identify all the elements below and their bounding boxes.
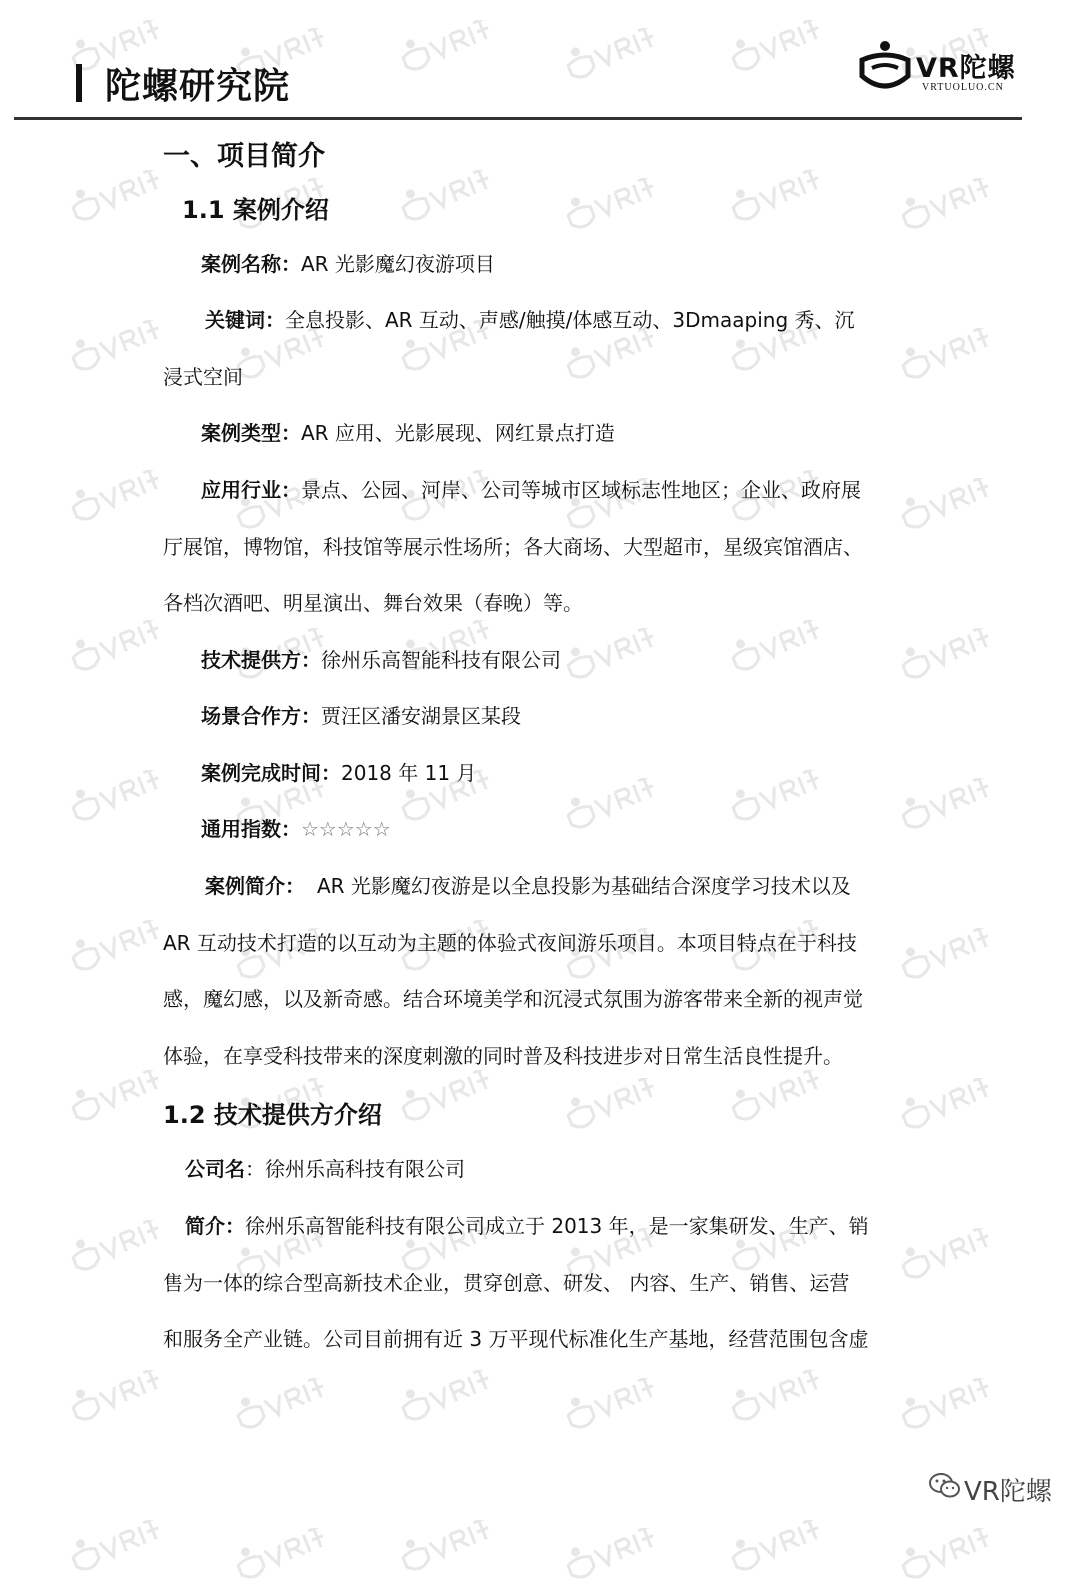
partner-label: 场景合作方： bbox=[201, 704, 321, 728]
partner-row bbox=[201, 701, 521, 731]
general-index-row bbox=[201, 814, 391, 844]
watermark-logo-icon bbox=[900, 1078, 996, 1130]
header-title: 陀螺研究院 bbox=[105, 66, 291, 107]
brand-name: VR陀螺 bbox=[916, 53, 1016, 84]
company-intro-line-1: 徐州乐高智能科技有限公司成立于 2013 年，是一家集研发、生产、销 bbox=[245, 1214, 869, 1238]
summary-label: 案例简介： bbox=[205, 874, 305, 898]
watermark-logo-icon bbox=[400, 1070, 496, 1122]
keywords-continued: 浸式空间 bbox=[163, 365, 243, 389]
watermark-logo-icon bbox=[730, 770, 826, 822]
case-name-label: 案例名称： bbox=[201, 252, 301, 276]
watermark-logo-icon bbox=[400, 1520, 496, 1572]
watermark-logo-icon bbox=[730, 620, 826, 672]
case-name-row bbox=[201, 249, 495, 279]
watermark-logo-icon bbox=[70, 1370, 166, 1422]
page-header bbox=[0, 0, 1080, 125]
provider-row bbox=[201, 645, 561, 675]
company-intro-line-2: 售为一体的综合型高新技术企业，贯穿创意、研发、 内容、生产、销售、运营 bbox=[163, 1271, 850, 1295]
keywords-value: 全息投影、AR 互动、声感/触摸/体感互动、3Dmaaping 秀、沉 bbox=[285, 308, 855, 332]
industry-line-2: 厅展馆，博物馆，科技馆等展示性场所；各大商场、大型超市，星级宾馆酒店、 bbox=[163, 535, 863, 559]
watermark-logo-icon bbox=[70, 770, 166, 822]
summary-line-4: 体验，在享受科技带来的深度刺激的同时普及科技进步对日常生活良性提升。 bbox=[163, 1044, 843, 1068]
company-intro-label: 简介： bbox=[185, 1214, 245, 1238]
case-type-value: AR 应用、光影展现、网红景点打造 bbox=[301, 421, 615, 445]
completion-date-label: 案例完成时间： bbox=[201, 761, 341, 785]
watermark-logo-icon bbox=[730, 1070, 826, 1122]
watermark-logo-icon bbox=[565, 628, 661, 680]
summary-line-2: AR 互动技术打造的以互动为主题的体验式夜间游乐项目。本项目特点在于科技 bbox=[163, 931, 857, 955]
keywords-label: 关键词： bbox=[205, 308, 285, 332]
watermark-logo-icon bbox=[565, 1378, 661, 1430]
watermark-logo-icon bbox=[70, 1520, 166, 1572]
watermark-logo-icon bbox=[565, 328, 661, 380]
watermark-logo-icon bbox=[900, 928, 996, 980]
watermark-logo-icon bbox=[235, 328, 331, 380]
watermark-logo-icon bbox=[565, 178, 661, 230]
summary-row bbox=[205, 871, 851, 901]
industry-line-3: 各档次酒吧、明星演出、舞台效果（春晚）等。 bbox=[163, 591, 583, 615]
watermark-logo-icon bbox=[730, 170, 826, 222]
watermark-logo-icon bbox=[565, 1528, 661, 1580]
industry-value: 景点、公园、河岸、公司等城市区域标志性地区；企业、政府展 bbox=[301, 478, 861, 502]
company-name-label: 公司名 bbox=[185, 1157, 245, 1181]
partner-value: 贾汪区潘安湖景区某段 bbox=[321, 704, 521, 728]
watermark-logo-icon bbox=[235, 1528, 331, 1580]
section-title: 一、项目简介 bbox=[163, 141, 325, 172]
keywords-row bbox=[205, 305, 855, 335]
star-rating: ☆☆☆☆☆ bbox=[301, 817, 391, 841]
header-accent-bar bbox=[76, 64, 82, 102]
general-index-label: 通用指数： bbox=[201, 817, 301, 841]
case-heading: 1.1 案例介绍 bbox=[182, 196, 329, 224]
company-name-value: ：徐州乐高科技有限公司 bbox=[245, 1157, 465, 1181]
brand-url: VRTUOLUO.CN bbox=[922, 82, 1004, 93]
watermark-logo-icon bbox=[235, 1378, 331, 1430]
header-divider bbox=[14, 117, 1022, 120]
watermark-logo-icon bbox=[70, 1220, 166, 1272]
watermark-logo-icon bbox=[900, 1528, 996, 1580]
watermark-logo-icon bbox=[70, 170, 166, 222]
provider-label: 技术提供方： bbox=[201, 648, 321, 672]
watermark-logo-icon bbox=[900, 778, 996, 830]
watermark-logo-icon bbox=[730, 1370, 826, 1422]
industry-label: 应用行业： bbox=[201, 478, 301, 502]
vr-headset-logo-icon bbox=[858, 38, 912, 98]
summary-line-1: AR 光影魔幻夜游是以全息投影为基础结合深度学习技术以及 bbox=[317, 874, 851, 898]
watermark-logo-icon bbox=[70, 620, 166, 672]
completion-date-row bbox=[201, 758, 476, 788]
completion-date-value: 2018 年 11 月 bbox=[341, 761, 477, 785]
watermark-logo-icon bbox=[900, 478, 996, 530]
watermark-logo-icon bbox=[400, 170, 496, 222]
watermark-logo-icon bbox=[70, 320, 166, 372]
company-name-row bbox=[185, 1154, 465, 1184]
watermark-logo-icon bbox=[900, 328, 996, 380]
company-heading: 1.2 技术提供方介绍 bbox=[163, 1101, 382, 1129]
footer-brand-text: VR陀螺 bbox=[964, 1477, 1052, 1507]
wechat-icon bbox=[928, 1471, 962, 1501]
watermark-logo-icon bbox=[70, 1070, 166, 1122]
watermark-logo-icon bbox=[730, 1520, 826, 1572]
watermark-logo-icon bbox=[900, 1378, 996, 1430]
watermark-logo-icon bbox=[70, 920, 166, 972]
watermark-logo-icon bbox=[565, 778, 661, 830]
case-type-label: 案例类型： bbox=[201, 421, 301, 445]
watermark-logo-icon bbox=[900, 1228, 996, 1280]
summary-line-3: 感，魔幻感，以及新奇感。结合环境美学和沉浸式氛围为游客带来全新的视声觉 bbox=[163, 987, 863, 1011]
company-intro-row bbox=[185, 1211, 869, 1241]
industry-row bbox=[201, 475, 861, 505]
company-intro-line-3: 和服务全产业链。公司目前拥有近 3 万平现代标准化生产基地，经营范围包含虚 bbox=[163, 1327, 869, 1351]
watermark-logo-icon bbox=[900, 628, 996, 680]
watermark-logo-icon bbox=[900, 178, 996, 230]
watermark-logo-icon bbox=[565, 1078, 661, 1130]
watermark-logo-icon bbox=[400, 1370, 496, 1422]
watermark-logo-icon bbox=[70, 470, 166, 522]
brand-logo bbox=[858, 38, 1028, 102]
provider-value: 徐州乐高智能科技有限公司 bbox=[321, 648, 561, 672]
case-type-row bbox=[201, 418, 615, 448]
case-name-value: AR 光影魔幻夜游项目 bbox=[301, 252, 495, 276]
